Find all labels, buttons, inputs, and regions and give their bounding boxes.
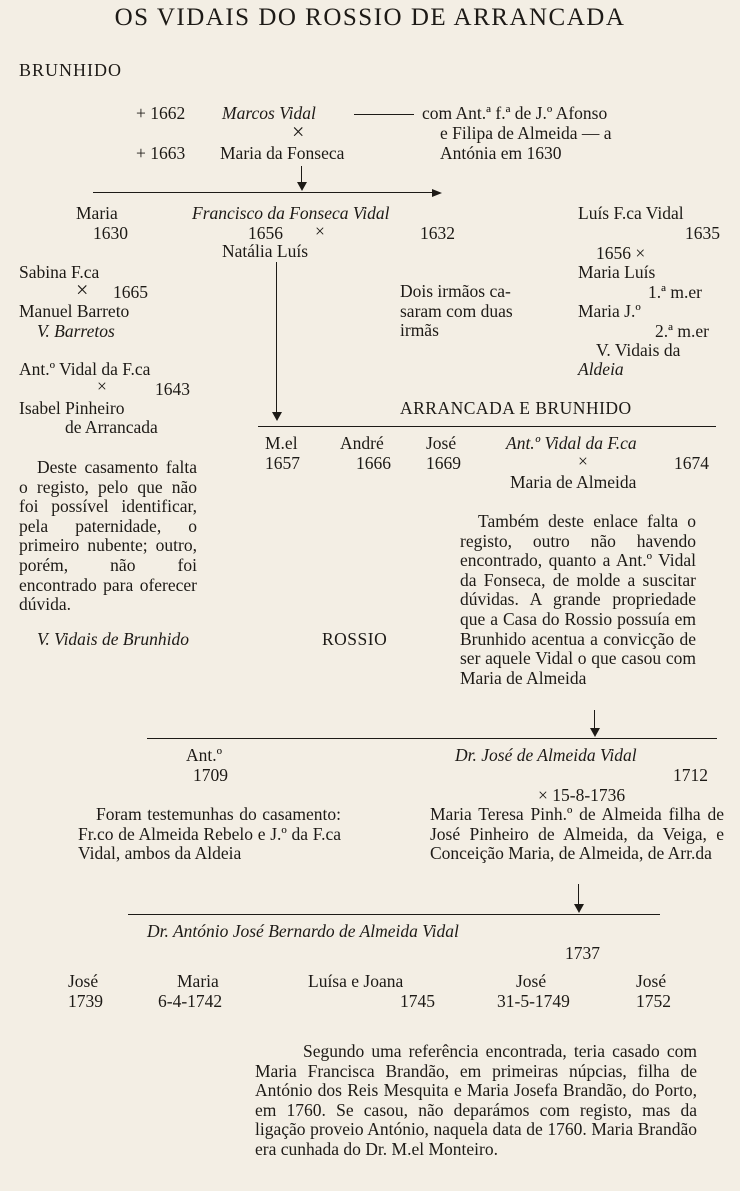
francisco-year: 1632 bbox=[420, 223, 455, 243]
sibling-line-4 bbox=[128, 914, 660, 915]
antonio-jose-bernardo: Dr. António José Bernardo de Almeida Vidal bbox=[147, 921, 459, 941]
marriage-icon-3: × bbox=[76, 277, 89, 302]
marriage-date-1736: × 15-8-1736 bbox=[538, 785, 626, 805]
mel-year: 1657 bbox=[265, 453, 300, 473]
manuel-barreto: Manuel Barreto bbox=[19, 301, 130, 321]
descent-line-3 bbox=[594, 710, 595, 730]
child-name: Maria bbox=[177, 971, 219, 991]
sibling-line-3 bbox=[147, 738, 717, 739]
sabina-year: 1665 bbox=[113, 282, 148, 302]
child-date: 1739 bbox=[68, 991, 103, 1011]
rossio: ROSSIO bbox=[322, 629, 388, 649]
child-date: 31-5-1749 bbox=[497, 991, 570, 1011]
descent-arrow-1 bbox=[297, 182, 307, 191]
ant-vidal-fca: Ant.º Vidal da F.ca bbox=[506, 433, 637, 453]
com-line-2: e Filipa de Almeida — a bbox=[440, 123, 612, 143]
sibling-line-2 bbox=[258, 426, 716, 427]
dois-irmaos-2: saram com duas bbox=[400, 301, 513, 321]
francisco-marriage-date: 1656 bbox=[248, 223, 283, 243]
ant-year: 1674 bbox=[674, 453, 709, 473]
ant-1709-year: 1709 bbox=[193, 765, 228, 785]
marriage-icon-4: × bbox=[97, 376, 107, 396]
marriage-icon-5: × bbox=[578, 451, 588, 471]
sibling-arrow-1 bbox=[432, 189, 442, 197]
luis-fca-vidal: Luís F.ca Vidal bbox=[578, 203, 684, 223]
child-name: José bbox=[636, 971, 667, 991]
child-date: 1745 bbox=[400, 991, 435, 1011]
jose-de-almeida-vidal: Dr. José de Almeida Vidal bbox=[455, 745, 637, 765]
maria-de-almeida: Maria de Almeida bbox=[510, 472, 637, 492]
de-arrancada: de Arrancada bbox=[65, 417, 158, 437]
maria-luis: Maria Luís bbox=[578, 262, 656, 282]
descent-line-2 bbox=[276, 262, 277, 414]
descent-arrow-4 bbox=[574, 904, 584, 913]
gen3-note: Também deste enlace falta o registo, outro não havendo encontrado, quanto a Ant.º Vidal da Fonseca, de molde a suscitar dúvidas. A grande propriedade que a Casa do Rossio possuía em Brunhido acentua a convicção de ser aquele Vidal o que casou com Maria de Almeida bbox=[460, 511, 696, 688]
first-wife: 1.ª m.er bbox=[648, 282, 702, 302]
ref-vidais-aldeia-2: Aldeia bbox=[578, 359, 624, 379]
jose-year: 1669 bbox=[426, 453, 461, 473]
maria-year: 1630 bbox=[93, 223, 128, 243]
descent-line-4 bbox=[578, 884, 579, 906]
page-title: OS VIDAIS DO ROSSIO DE ARRANCADA bbox=[114, 4, 626, 31]
jose-1669: José bbox=[426, 433, 457, 453]
natalia-luis: Natália Luís bbox=[222, 241, 309, 261]
child-name: José bbox=[68, 971, 99, 991]
andre-year: 1666 bbox=[356, 453, 391, 473]
dois-irmaos-3: irmãs bbox=[400, 320, 439, 340]
maria-teresa-note: Maria Teresa Pinh.º de Almeida filha de José Pinheiro de Almeida, da Veiga, e Conceição Maria, de Almeida, de Arr.da bbox=[430, 804, 724, 864]
francisco-fonseca-vidal: Francisco da Fonseca Vidal bbox=[192, 203, 390, 223]
child-name: Luísa e Joana bbox=[308, 971, 404, 991]
marcos-vidal: Marcos Vidal bbox=[222, 103, 316, 123]
jose-almeida-year: 1712 bbox=[673, 765, 708, 785]
death-maria: + 1663 bbox=[136, 143, 186, 163]
marriage-icon: × bbox=[292, 119, 305, 144]
luis-marriage: 1656 × bbox=[596, 243, 646, 263]
antonio-year: 1643 bbox=[155, 379, 190, 399]
heading-arrancada-brunhido: ARRANCADA E BRUNHIDO bbox=[400, 398, 632, 418]
marriage-icon-2: × bbox=[315, 221, 325, 241]
ant-1709: Ant.º bbox=[186, 745, 223, 765]
death-marcos: + 1662 bbox=[136, 103, 186, 123]
testemunhas-note: Foram testemunhas do casamento: Fr.co de Almeida Rebelo e J.º da F.ca Vidal, ambos da Aldeia bbox=[78, 804, 341, 864]
final-note: Segundo uma referência encontrada, teria casado com Maria Francisca Brandão, em primeiras núpcias, filha de António dos Reis Mesquita e Maria Josefa Brandão, do Porto, em 1760. Se casou, não deparámos com registo, mas da ligação proveio António, naquela data de 1760. Maria Brandão era cunhada do Dr. M.el Monteiro. bbox=[255, 1041, 697, 1159]
luis-year: 1635 bbox=[685, 223, 720, 243]
connector-line bbox=[354, 114, 414, 115]
dois-irmaos-1: Dois irmãos ca- bbox=[400, 281, 511, 301]
mel: M.el bbox=[265, 433, 298, 453]
isabel-pinheiro: Isabel Pinheiro bbox=[19, 398, 125, 418]
maria-da-fonseca: Maria da Fonseca bbox=[220, 143, 345, 163]
descent-arrow-3 bbox=[590, 728, 600, 737]
child-date: 6-4-1742 bbox=[158, 991, 223, 1011]
andre: André bbox=[340, 433, 384, 453]
antonio-vidal-fca: Ant.º Vidal da F.ca bbox=[19, 359, 151, 379]
section-brunhido: BRUNHIDO bbox=[19, 60, 123, 80]
antonio-jose-year: 1737 bbox=[565, 943, 600, 963]
com-line-1: com Ant.ª f.ª de J.º Afonso bbox=[422, 103, 608, 123]
ref-barretos: V. Barretos bbox=[37, 321, 115, 341]
descent-arrow-2 bbox=[272, 412, 282, 421]
second-wife: 2.ª m.er bbox=[655, 321, 709, 341]
com-line-3: Antónia em 1630 bbox=[440, 143, 562, 163]
ref-vidais-aldeia-1: V. Vidais da bbox=[596, 340, 681, 360]
maria-1630: Maria bbox=[76, 203, 118, 223]
sabina: Sabina F.ca bbox=[19, 262, 100, 282]
left-note: Deste casamento falta o registo, pelo que não foi possível identificar, pela paternidade, o primeiro nubente; outro, porém, não foi encontrado para oferecer dúvida. bbox=[19, 457, 197, 615]
child-name: José bbox=[516, 971, 547, 991]
sibling-line-1 bbox=[93, 192, 433, 193]
left-note-ref: V. Vidais de Brunhido bbox=[37, 629, 189, 649]
maria-j: Maria J.º bbox=[578, 301, 641, 321]
child-date: 1752 bbox=[636, 991, 671, 1011]
